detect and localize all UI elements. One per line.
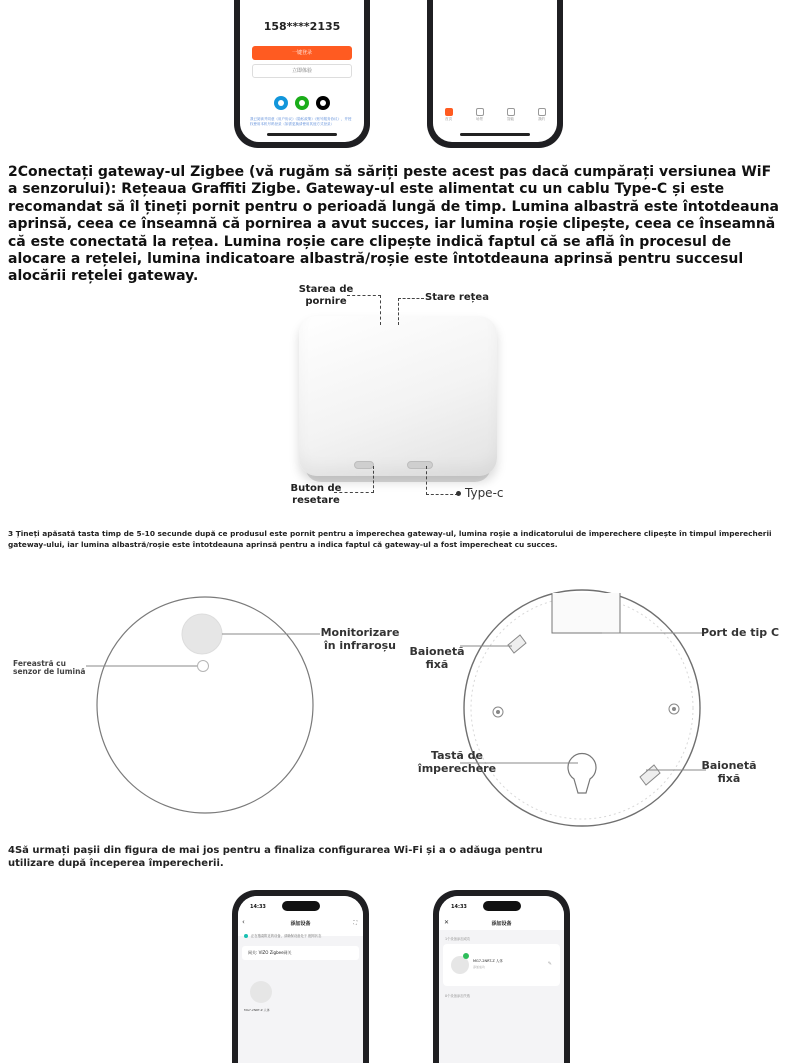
add-device-phone-right (433, 890, 570, 1063)
step-2-text: 2Conectați gateway-ul Zigbee (vă rugăm să săriți peste acest pas dacă cumpărați versiunea WiF a senzorului): Rețeaua Graffiti Zigbe. Gateway-ul este alimentat cu un cablu Type-C și este recomandat să îl țineți pornit pentru o perioadă lungă de timp. Lumina albastră este întotdeauna aprinsă, ceea ce înseamnă că pornirea a avut succes, iar lumina roșie clipește, ceea ce înseamnă că este conectată la rețea. Lumina roșie care clipește indică faptul că se află în procesul de alocare a rețelei, lumina indicatoare albastră/roșie este întotdeauna aprinsă pentru succesul alocării rețelei gateway. (8, 164, 780, 285)
search-hint: 正在搜索附近的设备，请确保设备处于 配网状态 (251, 934, 322, 938)
sensor-front-figure (0, 590, 330, 830)
home-indicator (460, 133, 530, 136)
home-phone-mockup (427, 0, 563, 148)
power-state-label: Starea de pornire (298, 284, 354, 307)
success-check-icon (463, 953, 469, 959)
screen-title: 添加设备 (491, 921, 512, 927)
typec-leader-v (426, 466, 427, 495)
phone-number: 158****2135 (263, 20, 341, 33)
add-device-screen-right (439, 896, 564, 1063)
add-device-screen-left (238, 896, 363, 1063)
close-icon[interactable]: ✕ (444, 919, 450, 926)
tab-scene[interactable]: 场景 (470, 106, 490, 130)
profile-icon (538, 108, 546, 116)
light-sensor-window (198, 661, 209, 672)
tab-home[interactable]: 首页 (439, 106, 459, 130)
try-now-button[interactable]: 立即体验 (252, 64, 352, 78)
power-leader-v (380, 295, 381, 325)
one-click-login-button[interactable]: 一键登录 (252, 46, 352, 60)
device-status: 添加成功 (473, 965, 486, 969)
infrared-label: Monitorizare în infraroșu (320, 626, 400, 652)
home-icon (445, 108, 453, 116)
wechat-login-icon[interactable] (295, 96, 309, 110)
typec-label: Type-c (465, 486, 504, 500)
typec-dot (456, 491, 461, 496)
typec-port-slot (407, 461, 433, 469)
scan-icon[interactable]: ⛶ (353, 920, 357, 926)
home-indicator (267, 133, 337, 136)
home-screen (433, 0, 557, 142)
smart-icon (507, 108, 515, 116)
bayonet-left-label: Baionetă fixă (409, 645, 465, 671)
screw-hole-right-center (672, 707, 676, 711)
terms-text: 我已阅读并同意《用户协议》《隐私政策》《账号服务协议》，并授权使用本机号码登录（如需更换请使用其他方式登录） (250, 117, 352, 126)
infrared-lens (182, 614, 222, 654)
tab-bar (433, 106, 557, 130)
gateway-body (299, 316, 497, 476)
screw-hole-left-center (496, 710, 500, 714)
step-4-text: 4Să urmați pașii din figura de mai jos pentru a finaliza configurarea Wi-Fi și a o adăuga pentru utilizare după începerea împerecherii. (8, 845, 543, 869)
reset-button-label: Buton de resetare (290, 483, 342, 506)
typec-leader-h (426, 494, 458, 495)
gateway-row[interactable]: 网关: VIZO Zigbee网关 (242, 946, 359, 960)
success-section-label: 1个设备添加成功 (445, 937, 471, 941)
network-leader-v (398, 298, 399, 325)
device-name: MG7-2NRT-Z 人体 (473, 959, 503, 963)
network-leader-h (398, 298, 424, 299)
network-state-label: Stare rețea (425, 292, 489, 303)
light-sensor-label: Fereastră cu senzor de lumină (13, 659, 86, 676)
status-time: 14:33 (250, 904, 266, 910)
power-leader-h (347, 295, 381, 296)
sensor-back-figure (460, 585, 720, 835)
back-icon[interactable]: ‹ (242, 918, 245, 926)
qq-login-icon[interactable] (274, 96, 288, 110)
dynamic-island (282, 901, 320, 911)
reset-leader-v (373, 466, 374, 493)
tab-smart[interactable]: 智能 (501, 106, 521, 130)
reset-button-slot (354, 461, 374, 469)
step-3-text: 3 Țineți apăsată tasta timp de 5-10 secunde după ce produsul este pornit pentru a împerechea gateway-ul, lumina roșie a indicatorului de împerechere clipește în timpul împerecherii gateway-ului, iar lumina albastră/roșie este întotdeauna aprinsă pentru a indica faptul că gateway-ul a fost împerecheat cu succes. (8, 529, 772, 549)
dynamic-island (483, 901, 521, 911)
login-screen (240, 0, 364, 142)
screen-title: 添加设备 (290, 921, 311, 927)
apple-login-icon[interactable] (316, 96, 330, 110)
tab-me[interactable]: 我的 (532, 106, 552, 130)
scene-icon (476, 108, 484, 116)
device-name: MG7-2NRT-Z 人体 (244, 1008, 270, 1012)
typec-port-label: Port de tip C (700, 626, 780, 639)
bayonet-right-label: Baionetă fixă (701, 759, 757, 785)
reset-leader-h (334, 492, 374, 493)
status-time: 14:33 (451, 904, 467, 910)
device-thumbnail (250, 981, 272, 1003)
failed-section-label: 0个设备添加失败 (445, 994, 471, 998)
typec-port-recess (552, 593, 620, 633)
login-phone-mockup (234, 0, 370, 148)
pair-key-label: Tastă de împerechere (417, 749, 497, 775)
add-device-phone-left (232, 890, 369, 1063)
device-card[interactable] (443, 944, 560, 986)
edit-icon[interactable]: ✎ (547, 961, 552, 967)
status-dot (244, 934, 248, 938)
